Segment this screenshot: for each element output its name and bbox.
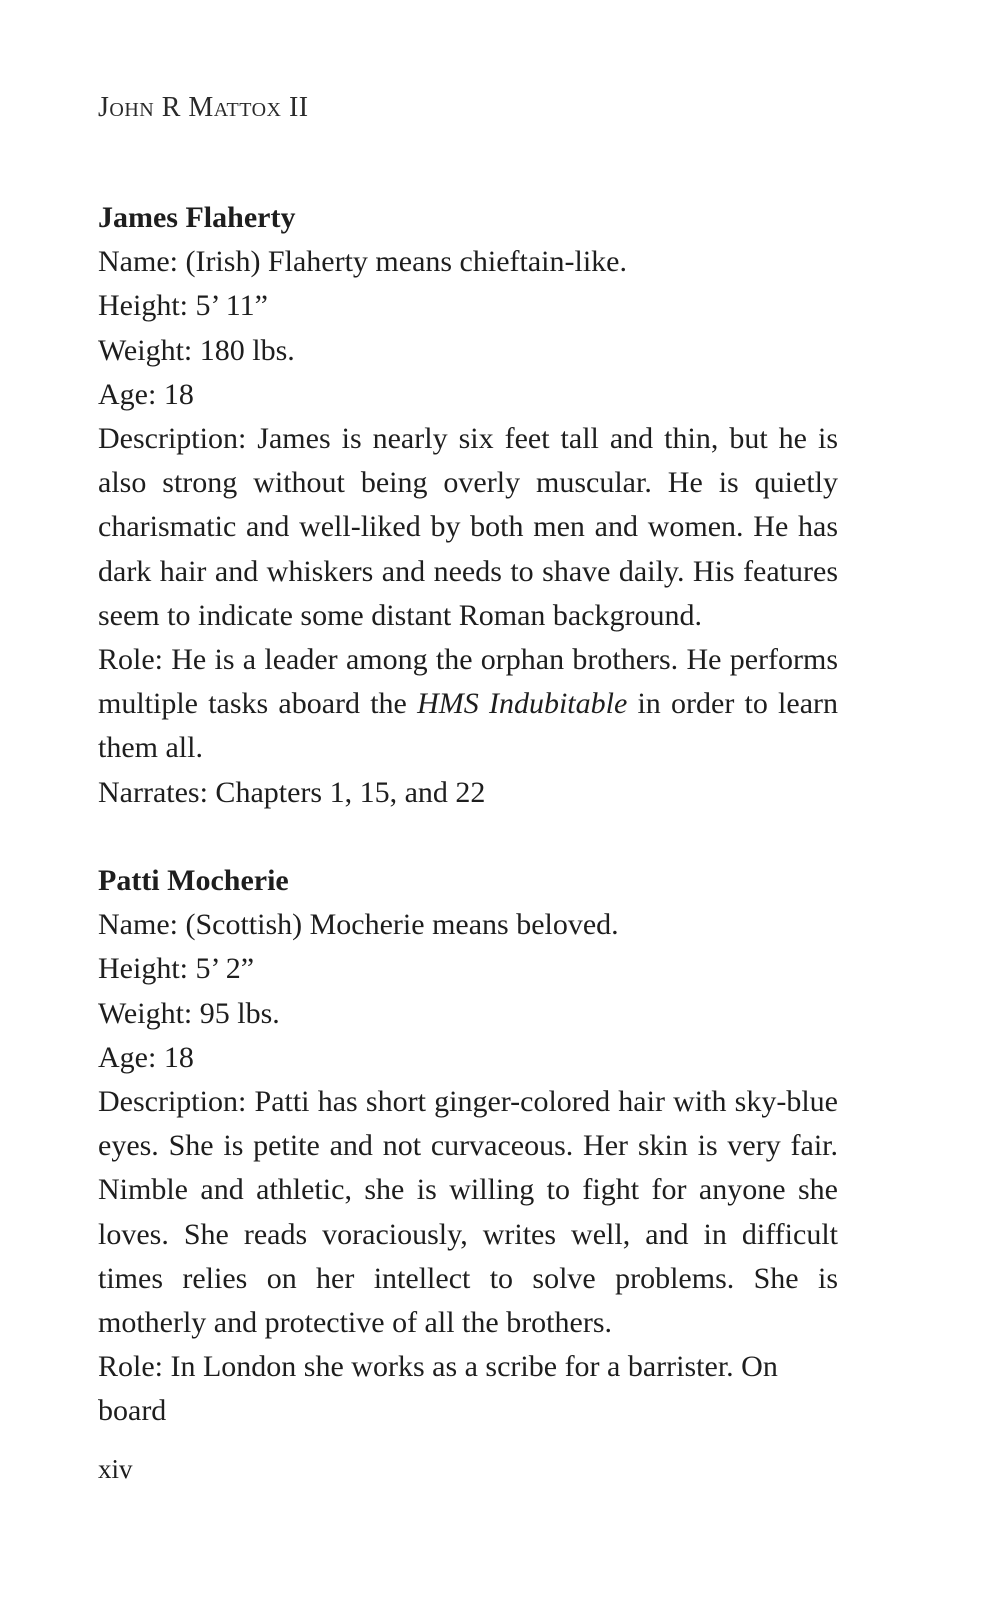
character-weight: Weight: 180 lbs. (98, 333, 295, 367)
character-height: Height: 5’ 2” (98, 952, 255, 986)
character-height: Height: 5’ 11” (98, 289, 268, 323)
character-role (98, 638, 838, 771)
character-weight: Weight: 95 lbs. (98, 996, 280, 1030)
character-description: Description: Patti has short ginger-colored hair with sky-blue eyes. She is petite and not curvaceous. Her skin is very fair. Nimble and athletic, she is willing to fight for anyone she loves. She reads voraciously, writes well, and in difficult times relies on her intellect to solve problems. She is motherly and protective of all the brothers. (98, 1085, 838, 1340)
character-name-meaning: Name: (Irish) Flaherty means chieftain-like. (98, 245, 627, 279)
character-description: Description: James is nearly six feet tall and thin, but he is also strong without being overly muscular. He is quietly charismatic and well-liked by both men and women. He has dark hair and whiskers and needs to shave daily. His features seem to indicate some distant Roman background. (98, 422, 838, 632)
character-age: Age: 18 (98, 377, 194, 411)
character-name-meaning: Name: (Scottish) Mocherie means beloved. (98, 908, 619, 942)
character-entry-patti-mocherie (98, 859, 838, 1434)
ship-name: HMS Indubitable (417, 687, 628, 721)
character-age: Age: 18 (98, 1040, 194, 1074)
running-head: John R Mattox II (98, 92, 309, 123)
character-role: Role: In London she works as a scribe for a barrister. On board (98, 1350, 778, 1428)
character-name: James Flaherty (98, 201, 296, 234)
page-number: xiv (98, 1454, 133, 1484)
character-entry-james-flaherty (98, 196, 838, 815)
character-list (98, 196, 838, 1434)
character-narrates: Narrates: Chapters 1, 15, and 22 (98, 775, 486, 809)
character-name: Patti Mocherie (98, 864, 289, 898)
role-prefix: Role: He is a leader among the orphan brothers. He performs multiple tasks aboard the (98, 643, 838, 721)
role-suffix: in order to learn them all. (98, 687, 839, 765)
